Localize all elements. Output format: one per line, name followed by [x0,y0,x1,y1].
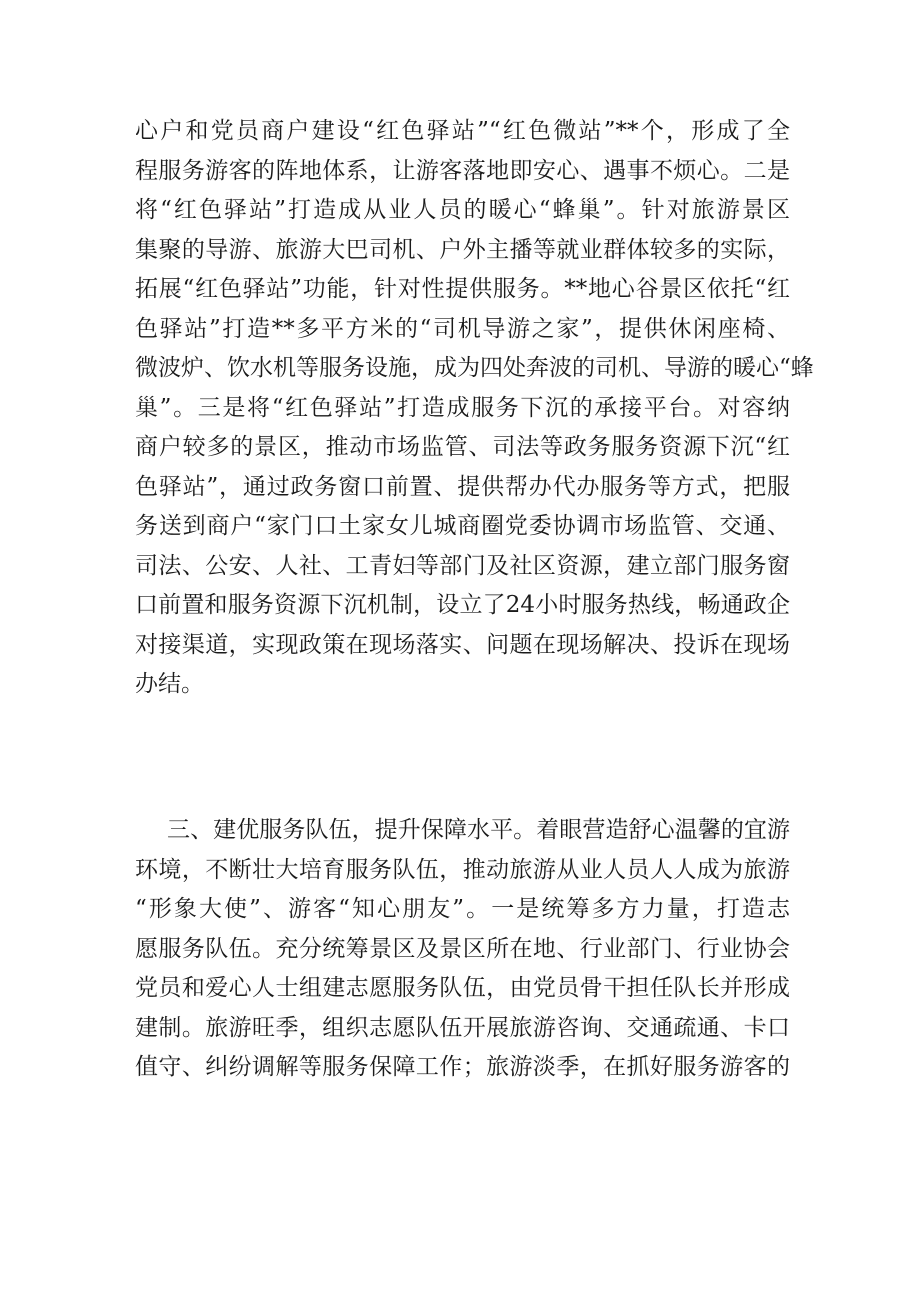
paragraph-service-team [135,811,790,1088]
text-line: 口前置和服务资源下沉机制，设立了24小时服务热线，畅通政企 [135,592,790,618]
text-line: 色驿站”打造**多平方米的“司机导游之家”，提供休闲座椅、 [135,315,790,342]
text-line: 拓展“红色驿站”功能，针对性提供服务。**地心谷景区依托“红 [135,276,790,302]
text-line: 愿服务队伍。充分统筹景区及景区所在地、行业部门、行业协会 [135,935,790,962]
text-line: 建制。旅游旺季，组织志愿队伍开展旅游咨询、交通疏通、卡口 [135,1014,790,1041]
text-line: 将“红色驿站”打造成从业人员的暖心“蜂巢”。针对旅游景区 [135,197,790,223]
text-line: 色驿站”，通过政务窗口前置、提供帮办代办服务等方式，把服 [135,473,790,500]
paragraph-red-station [135,112,814,705]
text-line: 微波炉、饮水机等服务设施，成为四处奔波的司机、导游的暖心“蜂 [135,355,814,381]
text-line: 党员和爱心人士组建志愿服务队伍，由党员骨干担任队长并形成 [135,975,790,1001]
text-line: 值守、纠纷调解等服务保障工作；旅游淡季，在抓好服务游客的 [135,1054,790,1080]
section-heading-line: 三、建优服务队伍，提升保障水平。着眼营造舒心温馨的宜游 [167,817,790,843]
text-line: 程服务游客的阵地体系，让游客落地即安心、遇事不烦心。二是 [135,157,790,184]
text-line: 集聚的导游、旅游大巴司机、户外主播等就业群体较多的实际， [135,236,790,263]
text-line: 务送到商户“家门口土家女儿城商圈党委协调市场监管、交通、 [135,513,790,539]
text-line: 心户和党员商户建设“红色驿站”“红色微站”**个，形成了全 [135,118,790,144]
text-line: 环境，不断壮大培育服务队伍，推动旅游从业人员人人成为旅游 [135,856,790,883]
text-line: 对接渠道，实现政策在现场落实、问题在现场解决、投诉在现场 [135,631,790,658]
text-line: 司法、公安、人社、工青妇等部门及社区资源，建立部门服务窗 [135,552,790,579]
text-line: 巢”。三是将“红色驿站”打造成服务下沉的承接平台。对容纳 [135,394,790,421]
text-line: 办结。 [135,671,204,697]
text-line: “形象大使”、游客“知心朋友”。一是统筹多方力量，打造志 [135,896,790,922]
text-line: 商户较多的景区，推动市场监管、司法等政务服务资源下沉“红 [135,434,790,460]
